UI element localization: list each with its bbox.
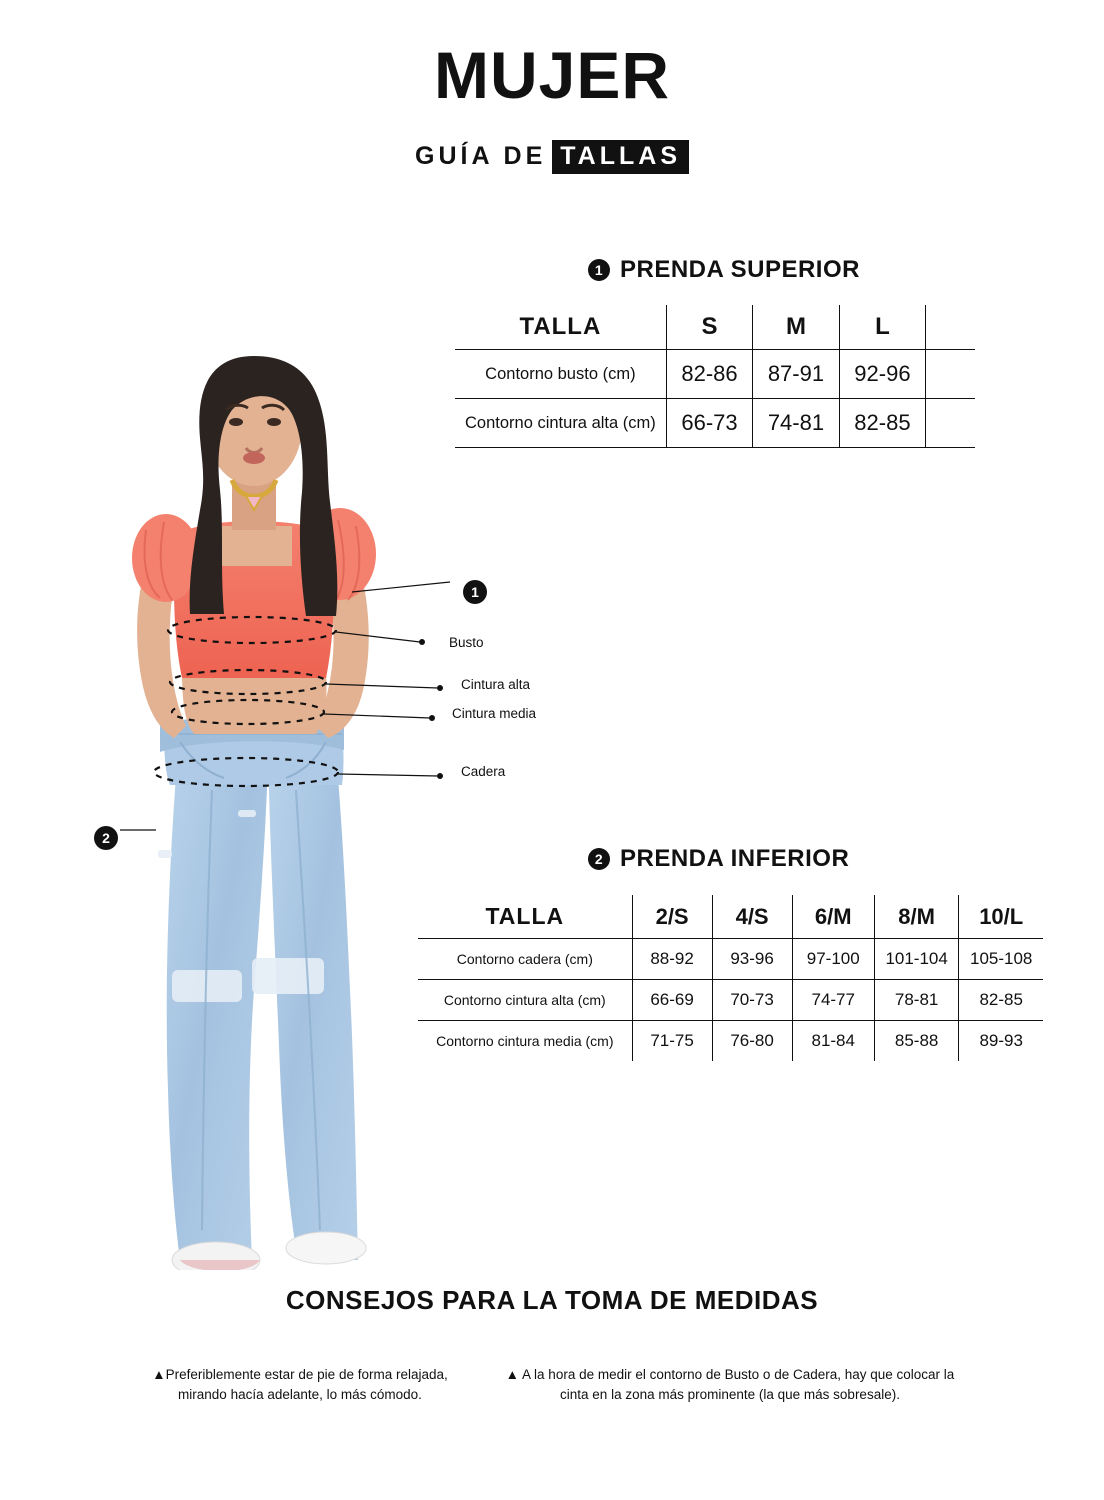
- table-top-row0-empty: [926, 350, 975, 399]
- size-table-prenda-superior: [455, 305, 975, 448]
- table-bottom-header-2s: 2/S: [632, 895, 712, 939]
- section-heading-top-label: PRENDA SUPERIOR: [620, 256, 860, 283]
- badge-two-icon: 2: [588, 848, 610, 870]
- section-heading-prenda-superior: [588, 256, 860, 284]
- table-row: [418, 980, 1043, 1021]
- table-top-row1-l: 82-85: [839, 399, 925, 448]
- tip-item-1: ▲Preferiblemente estar de pie de forma relajada, mirando hacía adelante, lo más cómodo.: [152, 1367, 448, 1402]
- table-bottom-header-10l: 10/L: [959, 895, 1043, 939]
- table-bottom-row0-c3: 101-104: [874, 939, 959, 980]
- table-top-header-m: M: [753, 305, 839, 350]
- table-top-header-empty: [926, 305, 975, 350]
- table-header-row: [455, 305, 975, 350]
- section-heading-prenda-inferior: [588, 845, 849, 873]
- table-bottom-row1-label: Contorno cintura alta (cm): [418, 980, 632, 1021]
- table-top-row1-empty: [926, 399, 975, 448]
- table-bottom-row2-c4: 89-93: [959, 1021, 1043, 1062]
- table-bottom-row0-c2: 97-100: [792, 939, 874, 980]
- tips-heading: CONSEJOS PARA LA TOMA DE MEDIDAS: [285, 1285, 819, 1315]
- table-bottom-row0-c1: 93-96: [712, 939, 792, 980]
- table-row: [455, 350, 975, 399]
- table-bottom-row0-c0: 88-92: [632, 939, 712, 980]
- table-bottom-row1-c0: 66-69: [632, 980, 712, 1021]
- badge-one-icon: 1: [588, 259, 610, 281]
- table-bottom-row0-c4: 105-108: [959, 939, 1043, 980]
- table-row: [455, 399, 975, 448]
- table-bottom-header-6m: 6/M: [792, 895, 874, 939]
- table-bottom-row1-c2: 74-77: [792, 980, 874, 1021]
- table-bottom-header-8m: 8/M: [874, 895, 959, 939]
- table-top-header-l: L: [839, 305, 925, 350]
- callout-marker-two-icon: 2: [94, 826, 118, 850]
- table-bottom-row2-label: Contorno cintura media (cm): [418, 1021, 632, 1062]
- subtitle-highlight: TALLAS: [552, 140, 689, 174]
- table-top-header-s: S: [666, 305, 752, 350]
- page-title: MUJER: [433, 38, 671, 112]
- table-top-row0-label: Contorno busto (cm): [455, 350, 666, 399]
- table-bottom-row0-label: Contorno cadera (cm): [418, 939, 632, 980]
- callout-marker-one-icon: 1: [463, 580, 487, 604]
- callout-label-cadera: Cadera: [461, 764, 506, 779]
- subtitle-prefix: GUÍA DE: [415, 142, 547, 170]
- section-heading-bottom-label: PRENDA INFERIOR: [620, 845, 850, 872]
- size-table-prenda-inferior: [418, 895, 1043, 1061]
- table-row: [418, 1021, 1043, 1062]
- callout-label-cintura-media: Cintura media: [452, 706, 537, 721]
- table-top-header-talla: TALLA: [455, 305, 666, 350]
- table-top-row0-s: 82-86: [666, 350, 752, 399]
- callout-label-cintura-alta: Cintura alta: [461, 677, 531, 692]
- table-row: [418, 939, 1043, 980]
- model-illustration: [120, 330, 480, 1270]
- table-bottom-row2-c0: 71-75: [632, 1021, 712, 1062]
- table-top-row0-m: 87-91: [753, 350, 839, 399]
- table-bottom-header-4s: 4/S: [712, 895, 792, 939]
- table-top-row0-l: 92-96: [839, 350, 925, 399]
- page-subtitle: [0, 142, 1104, 171]
- table-top-row1-m: 74-81: [753, 399, 839, 448]
- table-top-row1-label: Contorno cintura alta (cm): [455, 399, 666, 448]
- callout-label-busto: Busto: [449, 635, 484, 650]
- table-bottom-row2-c3: 85-88: [874, 1021, 959, 1062]
- table-top-row1-s: 66-73: [666, 399, 752, 448]
- table-bottom-header-talla: TALLA: [418, 895, 632, 939]
- tip-item-2: ▲ A la hora de medir el contorno de Busto o de Cadera, hay que colocar la cinta en la zona más prominente (la que más sobresale).: [505, 1367, 955, 1402]
- table-bottom-row1-c4: 82-85: [959, 980, 1043, 1021]
- table-bottom-row1-c1: 70-73: [712, 980, 792, 1021]
- table-bottom-row1-c3: 78-81: [874, 980, 959, 1021]
- table-bottom-row2-c1: 76-80: [712, 1021, 792, 1062]
- table-header-row: [418, 895, 1043, 939]
- table-bottom-row2-c2: 81-84: [792, 1021, 874, 1062]
